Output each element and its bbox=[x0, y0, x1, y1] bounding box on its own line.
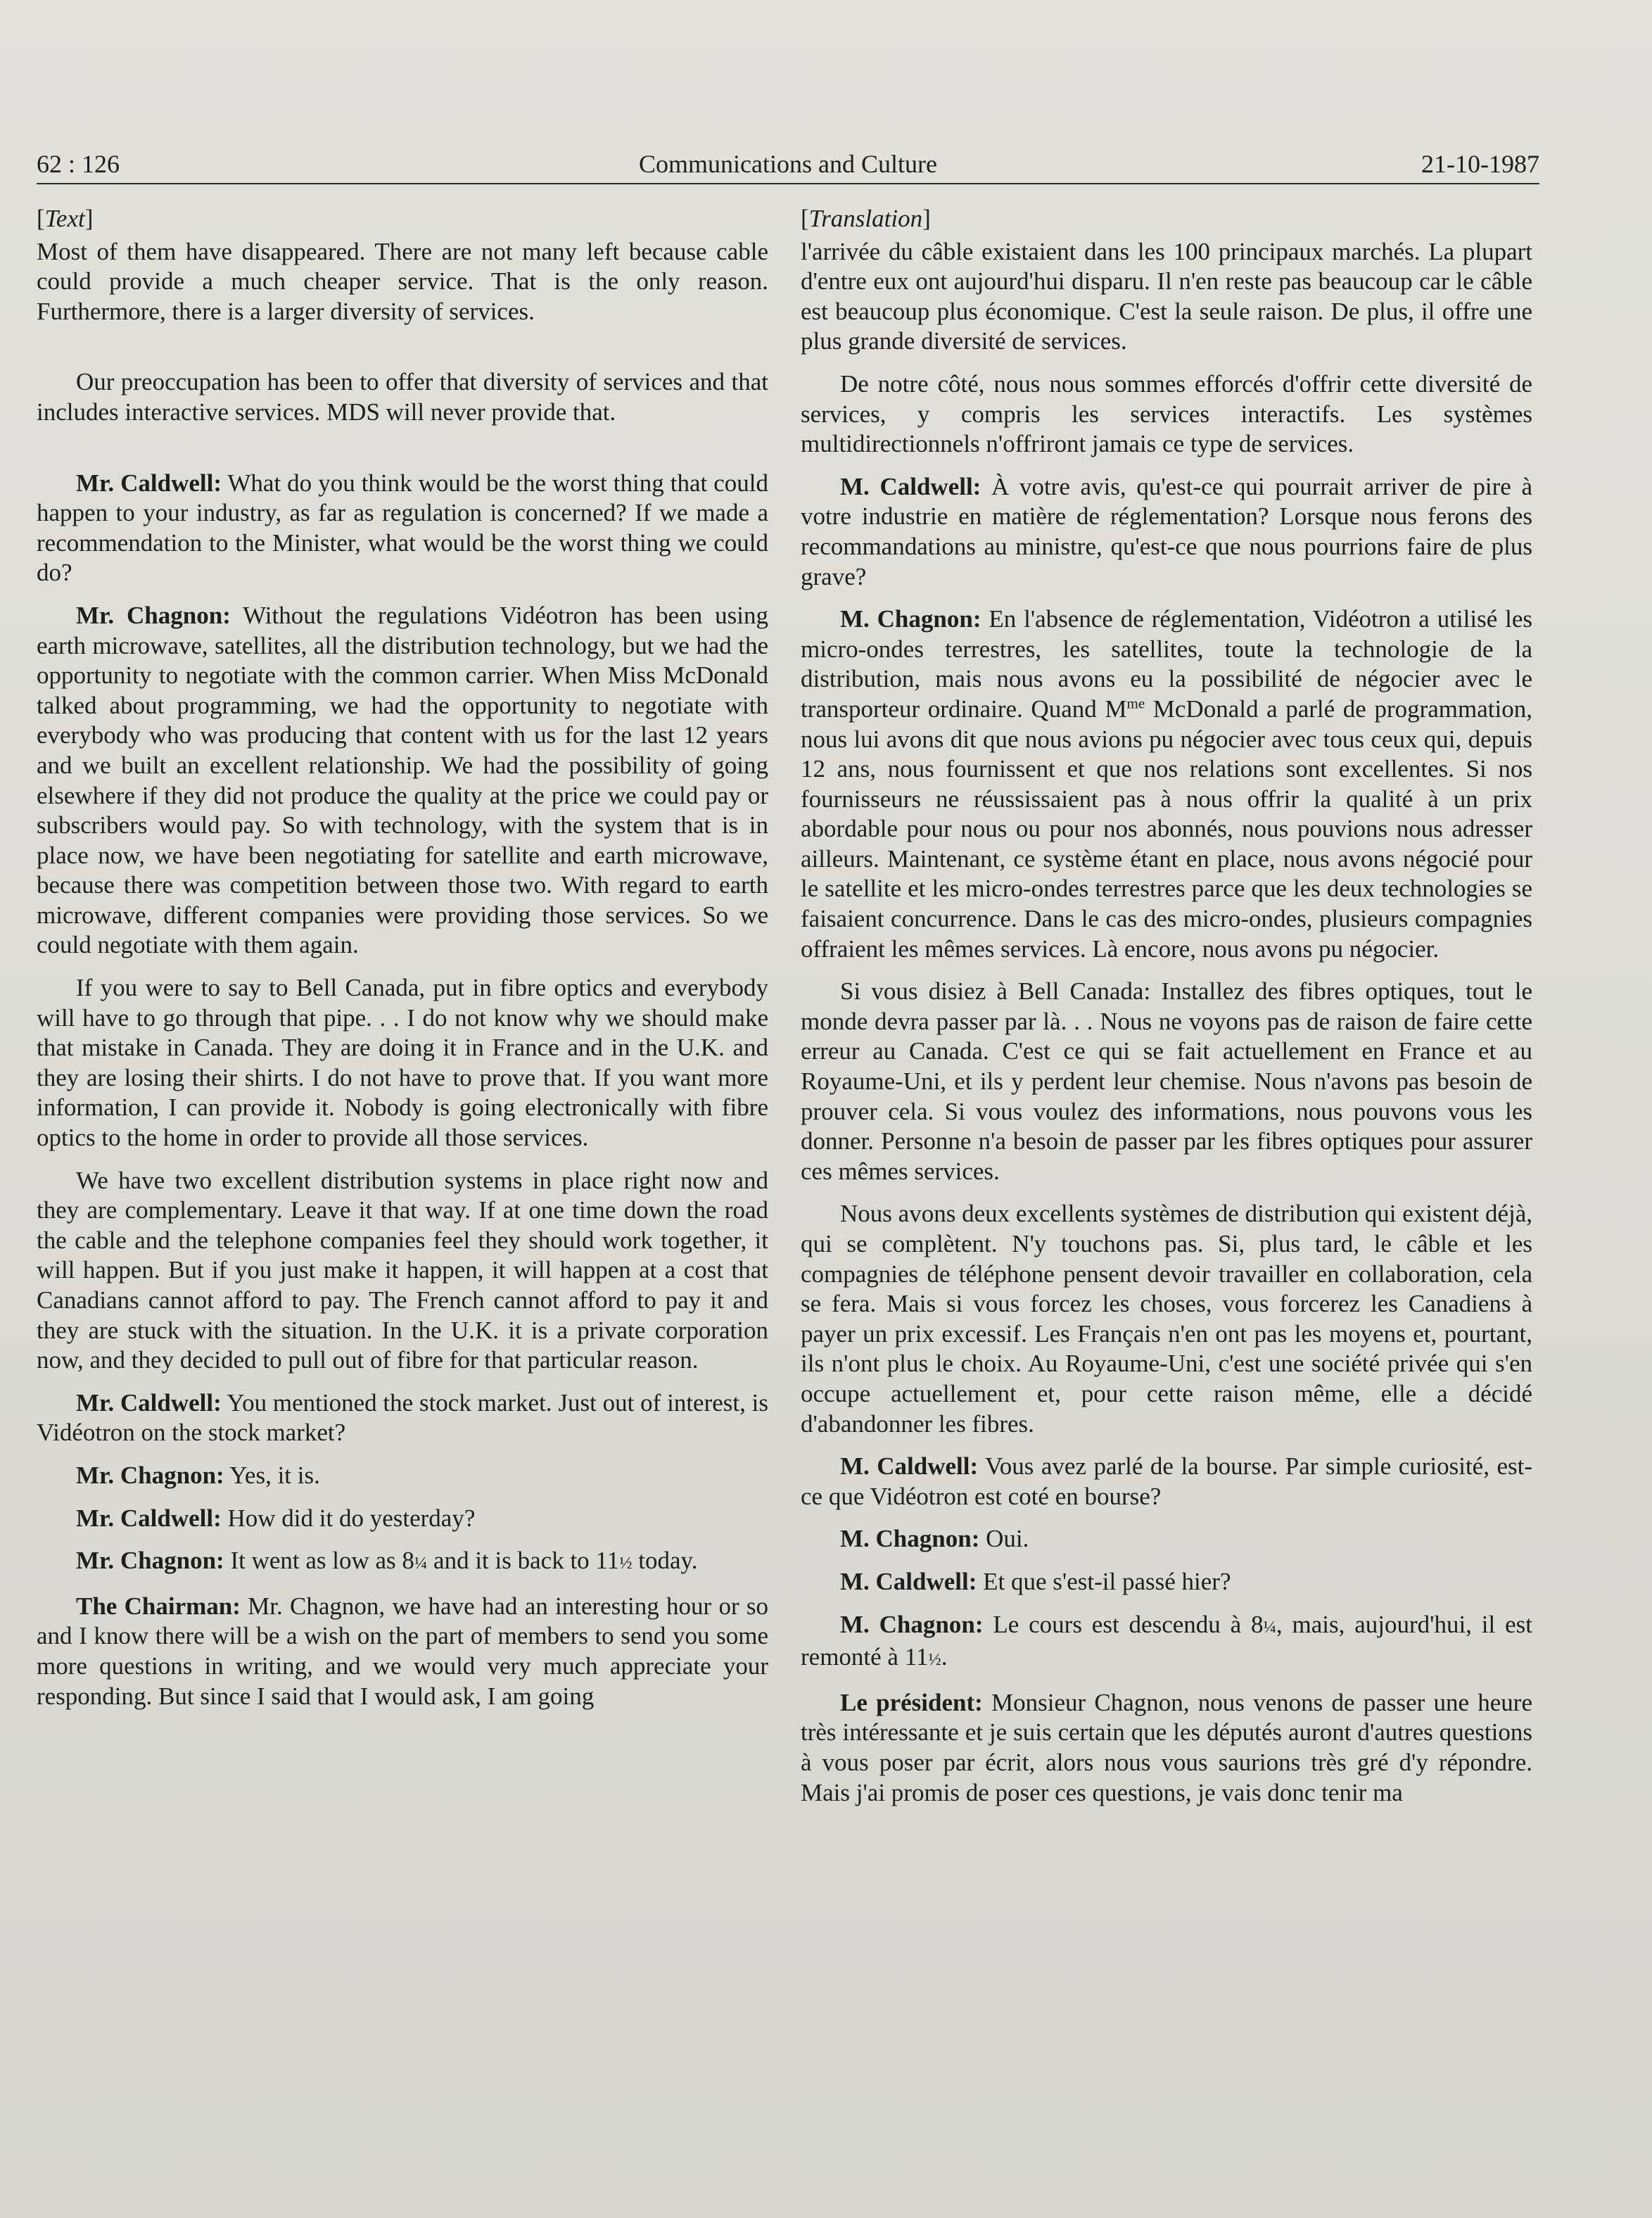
speaker-name: M. Caldwell: bbox=[840, 472, 981, 500]
paragraph: l'arrivée du câble existaient dans les 100 principaux marchés. La plupart d'entre eux ont aujourd'hui disparu. Il n'en reste pas beaucoup car le câble est beaucoup plus économique. C'est la seule raison. De plus, il offre une plus grande diversité de services. bbox=[801, 237, 1532, 355]
header-title: Communications and Culture bbox=[639, 150, 937, 178]
speaker-name: M. Caldwell: bbox=[840, 1452, 979, 1481]
paragraph: Mr. Chagnon: Yes, it is. bbox=[76, 1461, 320, 1489]
header-date: 21-10-1987 bbox=[1421, 150, 1539, 178]
paragraph: Si vous disiez à Bell Canada: Installez des fibres optiques, tout le monde devra passer par là. . . Nous ne voyons pas de raison de faire cette erreur au Canada. C'est ce qui se fait actuellement en France et au Royaume-Uni, et ils y perdent leur chemise. Nous n'avons pas besoin de prouver cela. Si vous voulez des informations, nous pouvons vous les donner. Personne n'a besoin de passer par les fibres optiques pour assurer ces mêmes services. bbox=[801, 977, 1532, 1185]
paragraph: M. Caldwell: À votre avis, qu'est-ce qui pourrait arriver de pire à votre industrie en matière de réglementation? Lorsque nous ferons des recommandations au ministre, qu'est-ce que nous pourrions faire de plus grave? bbox=[801, 472, 1532, 590]
paragraph: Mr. Chagnon: It went as low as 8¼ and it is back to 11½ today. bbox=[76, 1547, 698, 1575]
paragraph: M. Caldwell: Et que s'est-il passé hier? bbox=[840, 1567, 1231, 1595]
paragraph: Mr. Caldwell: You mentioned the stock market. Just out of interest, is Vidéotron on the stock market? bbox=[37, 1388, 768, 1447]
paragraph: If you were to say to Bell Canada, put in fibre optics and everybody will have to go through that pipe. . . I do not know why we should make that mistake in Canada. They are doing it in France and in the U.K. and they are losing their shirts. I do not have to prove that. If you want more information, I can provide it. Nobody is going electronically with fibre optics to the home in order to provide all those services. bbox=[37, 974, 768, 1152]
paragraph: Our preoccupation has been to offer that diversity of services and that includes interactive services. MDS will never provide that. bbox=[37, 368, 768, 426]
speaker-name: The Chairman: bbox=[76, 1592, 241, 1620]
fraction: ½ bbox=[619, 1554, 633, 1573]
paragraph: We have two excellent distribution systems in place right now and they are complementary. Leave it that way. If at one time down the road the cable and the telephone companies feel they should work together, it will happen. But if you just make it happen, it will happen at a cost that Canadians cannot afford to pay. The French cannot afford to pay it and they are stuck with the situation. In the U.K. it is a private corporation now, and they decided to pull out of fibre for that particular reason. bbox=[37, 1166, 768, 1374]
speaker-name: Mr. Chagnon: bbox=[76, 1461, 224, 1489]
speaker-name: M. Caldwell: bbox=[840, 1567, 977, 1595]
fraction: ½ bbox=[928, 1650, 941, 1670]
superscript: me bbox=[1126, 695, 1145, 712]
column-label: [Text] bbox=[37, 205, 94, 232]
paragraph: M. Chagnon: Le cours est descendu à 8¼, mais, aujourd'hui, il est remonté à 11½. bbox=[801, 1610, 1532, 1671]
paragraph: Mr. Chagnon: Without the regulations Vidéotron has been using earth microwave, satellites, all the distribution technology, but we had the opportunity to negotiate with the common carrier. When Miss McDonald talked about programming, we had the opportunity to negotiate with everybody who was producing that content with us for the last 12 years and we built an excellent relationship. We had the possibility of going elsewhere if they did not produce the quality at the price we could pay or subscribers would pay. So with technology, with the system that is in place now, we have been negotiating for satellite and earth microwave, because there was competition between those two. With regard to earth microwave, different companies were providing those services. So we could negotiate with them again. bbox=[37, 601, 768, 959]
english-column bbox=[37, 204, 768, 1724]
paragraph: Le président: Monsieur Chagnon, nous venons de passer une heure très intéressante et je suis certain que les députés auront d'autres questions à vous poser par écrit, alors nous vous saurions très gré d'y répondre. Mais j'ai promis de poser ces questions, je vais donc tenir ma bbox=[801, 1688, 1532, 1806]
paragraph: De notre côté, nous nous sommes efforcés d'offrir cette diversité de services, y compris les services interactifs. Les systèmes multidirectionnels n'offriront jamais ce type de services. bbox=[801, 369, 1532, 458]
french-column bbox=[801, 204, 1532, 1820]
paragraph: M. Chagnon: Oui. bbox=[840, 1525, 1029, 1553]
paragraph: Nous avons deux excellents systèmes de distribution qui existent déjà, qui se complètent. N'y touchons pas. Si, plus tard, le câble et les compagnies de téléphone pensent devoir travailler en collaboration, cela se fera. Mais si vous forcez les choses, vous forcerez les Canadiens à payer un prix excessif. Les Français n'en ont pas les moyens et, pourtant, ils n'ont plus le choix. Au Royaume-Uni, c'est une société privée qui s'en occupe actuellement et, pour cette raison même, elle a décidé d'abandonner les fibres. bbox=[801, 1200, 1532, 1438]
speaker-name: M. Chagnon: bbox=[840, 1610, 984, 1638]
paragraph: Mr. Caldwell: What do you think would be the worst thing that could happen to your industry, as far as regulation is concerned? If we made a recommendation to the Minister, what would be the worst thing we could do? bbox=[37, 469, 768, 587]
page-number: 62 : 126 bbox=[37, 150, 120, 178]
speaker-name: M. Chagnon: bbox=[840, 1525, 980, 1553]
paragraph: The Chairman: Mr. Chagnon, we have had an interesting hour or so and I know there will be a wish on the part of members to send you some more questions in writing, and we would very much appreciate your responding. But since I said that I would ask, I am going bbox=[37, 1592, 768, 1710]
speaker-name: M. Chagnon: bbox=[840, 605, 981, 633]
fraction: ¼ bbox=[414, 1554, 428, 1573]
paragraph: Most of them have disappeared. There are not many left because cable could provide a much cheaper service. That is the only reason. Furthermore, there is a larger diversity of services. bbox=[37, 237, 768, 325]
speaker-name: Mr. Caldwell: bbox=[76, 469, 222, 497]
speaker-name: Le président: bbox=[840, 1688, 983, 1716]
speaker-name: Mr. Chagnon: bbox=[76, 601, 231, 629]
speaker-name: Mr. Caldwell: bbox=[76, 1388, 222, 1417]
column-label: [Translation] bbox=[801, 205, 931, 232]
paragraph: M. Chagnon: En l'absence de réglementation, Vidéotron a utilisé les micro-ondes terrestres, les satellites, toute la technologie de la distribution, mais nous avons eu la possibilité de négocier avec le transporteur ordinaire. Quand $M^{me}$ McDonald a parlé de programmation, nous lui avons dit que nous avions pu négocier avec tous ceux qui, depuis 12 ans, nous fournissent et que nos relations sont excellentes. Si nos fournisseurs ne réussissaient pas à nous offrir la qualité à un prix abordable pour nous ou pour nos abonnés, nous pouvions nous adresser ailleurs. Maintenant, ce système étant en place, nous avons négocié pour le satellite et les micro-ondes terrestres parce que les deux technologies se faisaient concurrence. Dans le cas des micro-ondes, plusieurs compagnies offraient les mêmes services. Là encore, nous avons pu négocier. bbox=[801, 605, 1532, 963]
speaker-name: Mr. Chagnon: bbox=[76, 1547, 224, 1575]
running-header bbox=[37, 148, 1539, 184]
paragraph: M. Caldwell: Vous avez parlé de la bourse. Par simple curiosité, est-ce que Vidéotron est coté en bourse? bbox=[801, 1452, 1532, 1510]
fraction: ¼ bbox=[1263, 1617, 1276, 1637]
paragraph: Mr. Caldwell: How did it do yesterday? bbox=[76, 1504, 476, 1532]
speaker-name: Mr. Caldwell: bbox=[76, 1504, 222, 1532]
